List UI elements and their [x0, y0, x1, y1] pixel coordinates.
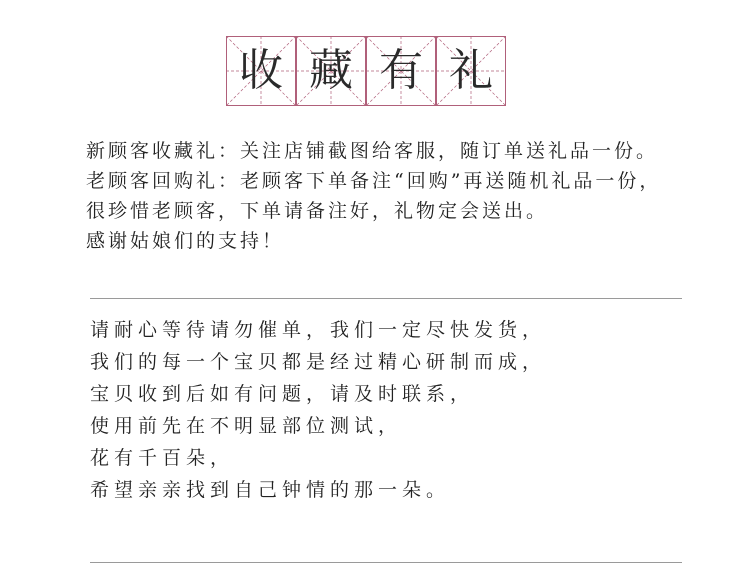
intro-line-note: 很珍惜老顾客，下单请备注好，礼物定会送出。 — [86, 200, 549, 222]
title-cell — [436, 36, 506, 106]
title-banner — [226, 36, 506, 106]
intro-line-thanks: 感谢姑娘们的支持！ — [86, 230, 285, 252]
intro-line-returning-customer: 老顾客回购礼：老顾客下单备注“回购”再送随机礼品一份， — [86, 170, 662, 192]
notes-line: 希望亲亲找到自己钟情的那一朵。 — [90, 479, 451, 501]
title-char: 藏 — [309, 45, 353, 96]
title-cell — [366, 36, 436, 106]
intro-line-new-customer: 新顾客收藏礼：关注店铺截图给客服，随订单送礼品一份。 — [86, 140, 659, 162]
title-cell — [226, 36, 296, 106]
divider — [90, 562, 682, 563]
notes-line: 花有千百朵， — [90, 447, 235, 469]
notes-line: 宝贝收到后如有问题，请及时联系， — [90, 383, 475, 405]
title-char: 有 — [379, 45, 423, 96]
notes-line: 请耐心等待请勿催单，我们一定尽快发货， — [90, 319, 547, 341]
title-char: 收 — [239, 45, 283, 96]
notes-section — [90, 314, 690, 506]
intro-section — [86, 136, 696, 256]
divider — [90, 298, 682, 299]
notes-line: 我们的每一个宝贝都是经过精心研制而成， — [90, 351, 547, 373]
title-cell — [296, 36, 366, 106]
title-char: 礼 — [449, 45, 493, 96]
notes-line: 使用前先在不明显部位测试， — [90, 415, 403, 437]
